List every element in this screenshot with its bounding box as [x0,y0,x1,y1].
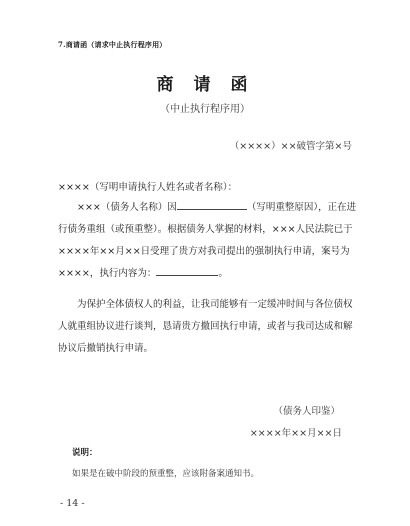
addressee-line: ××××（写明申请执行人姓名或者名称）： [58,182,238,193]
document-number: （××××）××破管字第×号 [229,141,352,152]
body-paragraph-1 [58,197,358,285]
para1-part-a: ×××（债务人名称）因 [77,202,177,213]
para1-part-c: 。 [218,268,228,279]
debtor-seal-line: （债务人印鉴） [273,406,340,417]
page-number: - 14 - [60,498,85,509]
section-heading: 7.商请函（请求中止执行程序用） [58,40,167,49]
fill-in-blank [156,267,218,276]
body-paragraph-2: 为保护全体债权人的利益，让我司能够有一定缓冲时间与各位债权人就重组协议进行谈判，恳请贵方撤回执行申请，或者与我司达成和解协议后撤销执行申请。 [58,299,353,354]
fill-in-blank [177,201,247,210]
notes-label: 说明： [72,448,98,458]
letter-subtitle: （中止执行程序用） [160,104,250,115]
para1-part-b: （写明重整原因），正在进行债务重组（或预重整）。根据债务人掌握的材料，×××人民法院已于××××年××月××日受理了贵方对我司提出的强制执行申请，案号为××××，执行内容为： [58,202,357,279]
letter-title: 商请函 [156,75,268,95]
notes-text: 如果是在破中阶段的预重整，应该附备案通知书。 [72,469,260,479]
date-line: ××××年××月××日 [249,428,342,439]
